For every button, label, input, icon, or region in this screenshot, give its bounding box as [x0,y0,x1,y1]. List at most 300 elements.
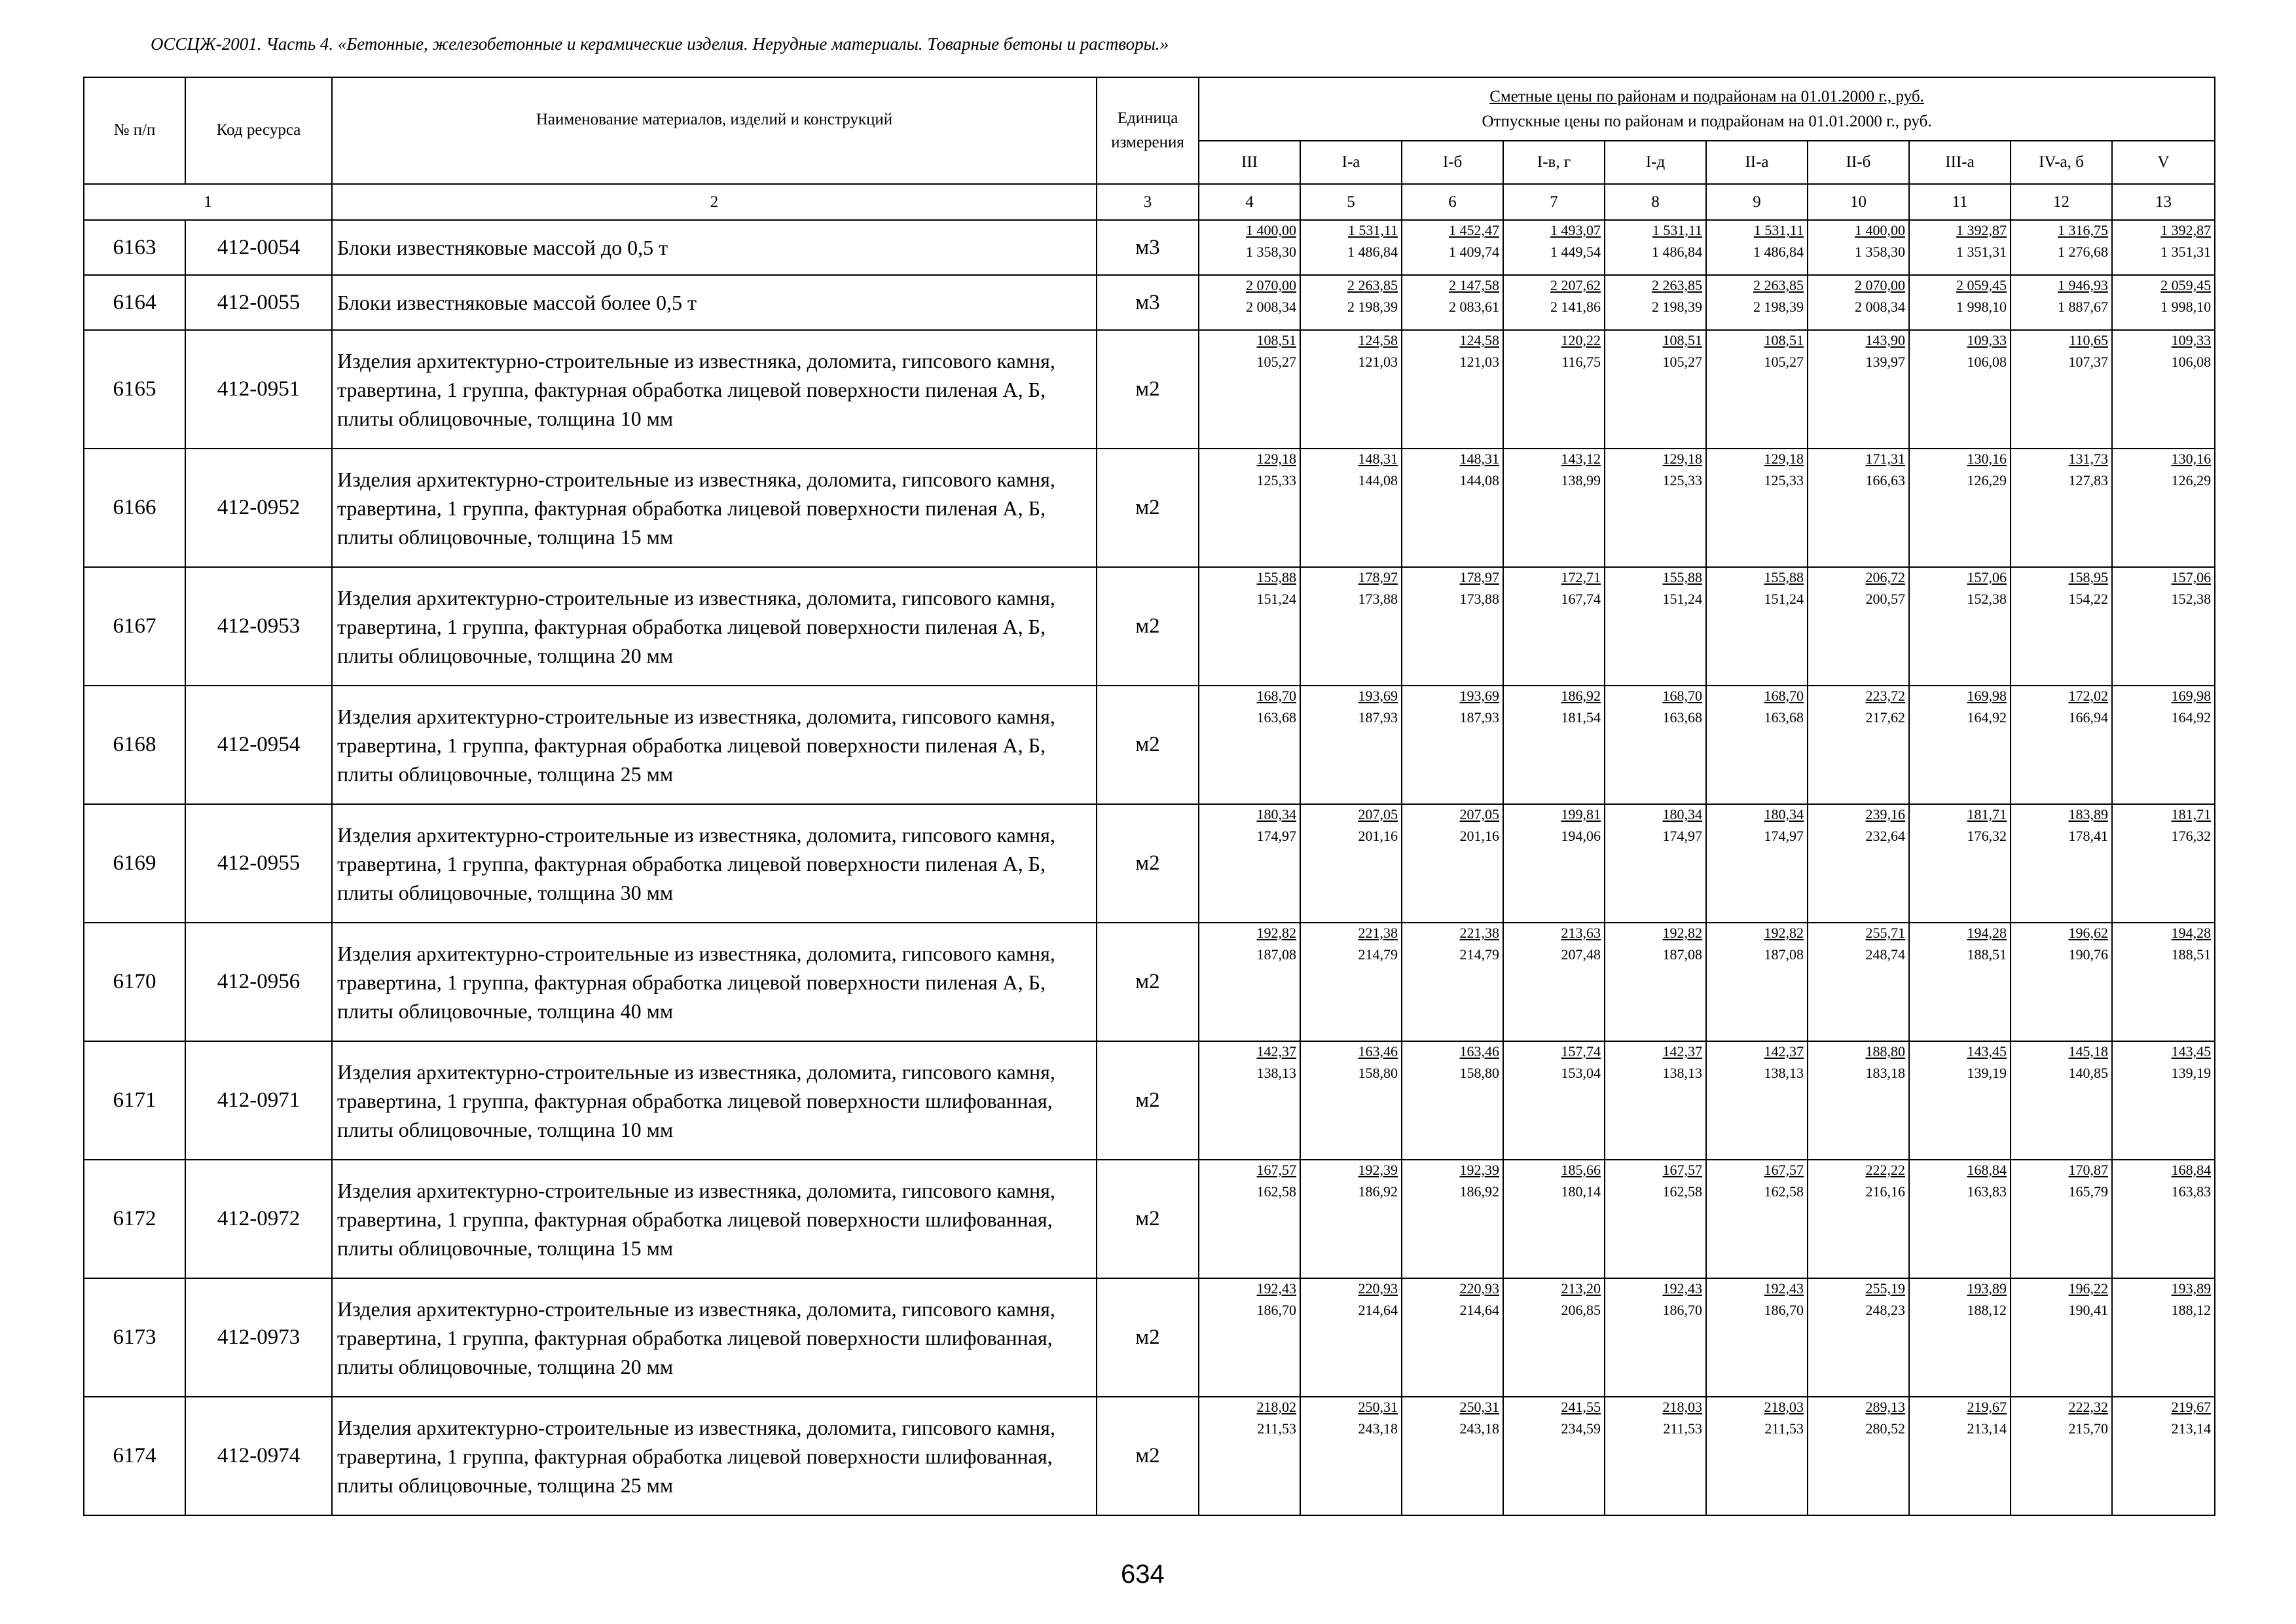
release-price: 2 198,39 [1753,299,1804,315]
release-price: 187,08 [1764,946,1804,963]
column-number: 6 [1402,184,1503,220]
release-price: 152,38 [2171,591,2212,607]
price-cell [1300,330,1402,449]
estimate-price: 167,57 [1662,1162,1702,1178]
release-price: 166,63 [1865,472,1905,489]
estimate-price: 2 059,45 [1956,277,2007,293]
resource-code: 412-0974 [185,1397,332,1515]
table-row [84,567,2215,686]
estimate-price: 167,57 [1764,1162,1804,1178]
estimate-price: 196,62 [2068,925,2108,941]
row-number: 6169 [84,804,185,923]
estimate-price: 168,84 [2171,1162,2212,1178]
price-cell [1706,1160,1808,1278]
release-price: 1 276,68 [2058,244,2108,260]
estimate-price: 172,02 [2068,688,2108,704]
price-cell [1808,804,1909,923]
estimate-price: 222,32 [2068,1399,2108,1415]
release-price: 217,62 [1865,709,1905,726]
release-price: 1 409,74 [1449,244,1499,260]
estimate-price: 108,51 [1662,332,1702,348]
release-price: 176,32 [1967,828,2007,844]
price-cell [1605,1160,1706,1278]
release-price: 213,14 [1967,1420,2007,1437]
release-price: 163,68 [1764,709,1804,726]
price-cell [1706,567,1808,686]
price-cell [2112,330,2215,449]
table-row [84,449,2215,567]
column-number: 12 [2011,184,2112,220]
unit-of-measure: м2 [1097,1397,1199,1515]
material-name: Изделия архитектурно-строительные из известняка, доломита, гипсового камня, травертина, 1 группа, фактурная обработка лицевой поверхности пиленая А, Б, плиты облицовочные, толщина 25 мм [332,686,1097,804]
price-cell [1909,1397,2011,1515]
price-cell [2011,1278,2112,1397]
price-cell [2112,449,2215,567]
price-cell [1808,1397,1909,1515]
estimate-price: 1 531,11 [1753,222,1804,238]
estimate-price: 192,82 [1662,925,1702,941]
estimate-price: 181,71 [2171,806,2212,822]
unit-of-measure: м3 [1097,220,1199,275]
column-number: 1 [84,184,332,220]
table-row [84,923,2215,1041]
price-cell [1706,330,1808,449]
price-cell [1706,275,1808,330]
price-cell [1300,1041,1402,1160]
material-name: Изделия архитектурно-строительные из известняка, доломита, гипсового камня, травертина, 1 группа, фактурная обработка лицевой поверхности пиленая А, Б, плиты облицовочные, толщина 10 мм [332,330,1097,449]
release-price: 248,23 [1865,1302,1905,1318]
estimate-price: 207,05 [1459,806,1499,822]
estimate-price: 169,98 [2171,688,2212,704]
estimate-price: 219,67 [2171,1399,2212,1415]
price-cell [1605,1397,1706,1515]
price-cell [1402,804,1503,923]
release-price: 1 486,84 [1652,244,1702,260]
release-price: 125,33 [1256,472,1296,489]
release-price: 187,08 [1662,946,1702,963]
resource-code: 412-0055 [185,275,332,330]
price-cell [2011,1160,2112,1278]
header-unit: Единица измерения [1097,77,1199,184]
estimate-price: 1 392,87 [2160,222,2212,238]
region-header: II-б [1808,141,1909,184]
release-price: 188,12 [1967,1302,2007,1318]
release-price: 1 351,31 [1956,244,2007,260]
release-price: 207,48 [1561,946,1601,963]
table-row [84,330,2215,449]
release-price: 163,68 [1662,709,1702,726]
estimate-price: 148,31 [1459,451,1499,467]
release-price: 105,27 [1764,354,1804,370]
unit-of-measure: м2 [1097,804,1199,923]
estimate-price: 178,97 [1358,569,1398,585]
material-name: Изделия архитектурно-строительные из известняка, доломита, гипсового камня, травертина, 1 группа, фактурная обработка лицевой поверхности пиленая А, Б, плиты облицовочные, толщина 15 мм [332,449,1097,567]
release-price: 187,93 [1358,709,1398,726]
price-cell [2112,686,2215,804]
estimate-price: 220,93 [1358,1280,1398,1297]
release-price: 2 083,61 [1449,299,1499,315]
release-price: 174,97 [1662,828,1702,844]
price-cell [2112,220,2215,275]
price-cell [1402,1041,1503,1160]
estimate-price: 2 059,45 [2160,277,2212,293]
price-cell [1909,330,2011,449]
release-price: 214,64 [1459,1302,1499,1318]
estimate-price: 143,45 [1967,1043,2007,1060]
unit-of-measure: м2 [1097,1160,1199,1278]
estimate-price: 168,70 [1662,688,1702,704]
estimate-price: 178,97 [1459,569,1499,585]
release-price: 154,22 [2068,591,2108,607]
unit-of-measure: м2 [1097,686,1199,804]
price-cell [1503,1041,1605,1160]
release-price: 105,27 [1662,354,1702,370]
price-cell [1909,923,2011,1041]
price-cell [1909,220,2011,275]
estimate-price: 180,34 [1256,806,1296,822]
header-name: Наименование материалов, изделий и конструкций [332,77,1097,184]
price-cell [2011,220,2112,275]
unit-of-measure: м2 [1097,567,1199,686]
price-cell [1808,330,1909,449]
price-cell [1300,275,1402,330]
estimate-price: 124,58 [1358,332,1398,348]
price-cell [2112,275,2215,330]
estimate-price: 213,20 [1561,1280,1601,1297]
estimate-price: 142,37 [1764,1043,1804,1060]
release-price: 211,53 [1764,1420,1804,1437]
estimate-price: 148,31 [1358,451,1398,467]
release-price: 201,16 [1459,828,1499,844]
price-cell [1199,686,1300,804]
estimate-price: 120,22 [1561,332,1601,348]
region-header: II-а [1706,141,1808,184]
estimate-price: 142,37 [1662,1043,1702,1060]
release-price: 280,52 [1865,1420,1905,1437]
price-cell [1199,1160,1300,1278]
header-prices-estimate: Сметные цены по районам и подрайонам на 01.01.2000 г., руб. [1489,88,1924,105]
price-cell [1199,923,1300,1041]
price-cell [1909,804,2011,923]
price-cell [2112,1160,2215,1278]
release-price: 107,37 [2068,354,2108,370]
estimate-price: 181,71 [1967,806,2007,822]
price-cell [1706,923,1808,1041]
release-price: 121,03 [1459,354,1499,370]
price-cell [1605,275,1706,330]
release-price: 151,24 [1256,591,1296,607]
estimate-price: 289,13 [1865,1399,1905,1415]
price-cell [1300,220,1402,275]
price-cell [1503,567,1605,686]
column-number: 2 [332,184,1097,220]
estimate-price: 255,19 [1865,1280,1905,1297]
price-cell [1605,330,1706,449]
price-cell [1300,1397,1402,1515]
estimate-price: 157,06 [2171,569,2212,585]
release-price: 214,64 [1358,1302,1398,1318]
price-cell [1503,804,1605,923]
release-price: 2 198,39 [1347,299,1398,315]
header-prices-release: Отпускные цены по районам и подрайонам на 01.01.2000 г., руб. [1482,112,1932,130]
estimate-price: 109,33 [2171,332,2212,348]
estimate-price: 169,98 [1967,688,2007,704]
estimate-price: 192,43 [1256,1280,1296,1297]
release-price: 232,64 [1865,828,1905,844]
estimate-price: 218,02 [1256,1399,1296,1415]
release-price: 215,70 [2068,1420,2108,1437]
estimate-price: 142,37 [1256,1043,1296,1060]
release-price: 106,08 [1967,354,2007,370]
price-cell [1402,923,1503,1041]
price-cell [1503,1278,1605,1397]
price-cell [1605,567,1706,686]
price-cell [2112,1397,2215,1515]
release-price: 186,70 [1256,1302,1296,1318]
price-cell [1402,449,1503,567]
release-price: 2 008,34 [1855,299,1905,315]
release-price: 173,88 [1358,591,1398,607]
price-cell [1706,449,1808,567]
estimate-price: 2 207,62 [1550,277,1601,293]
release-price: 174,97 [1764,828,1804,844]
release-price: 106,08 [2171,354,2212,370]
price-cell [1300,1278,1402,1397]
estimate-price: 2 147,58 [1449,277,1499,293]
release-price: 2 198,39 [1652,299,1702,315]
price-cell [1808,449,1909,567]
estimate-price: 172,71 [1561,569,1601,585]
price-cell [1706,220,1808,275]
release-price: 125,33 [1764,472,1804,489]
price-cell [1808,1041,1909,1160]
header-num: № п/п [84,77,185,184]
release-price: 165,79 [2068,1183,2108,1200]
release-price: 206,85 [1561,1302,1601,1318]
resource-code: 412-0954 [185,686,332,804]
estimate-price: 219,67 [1967,1399,2007,1415]
estimate-price: 218,03 [1764,1399,1804,1415]
unit-of-measure: м2 [1097,330,1199,449]
release-price: 186,92 [1358,1183,1398,1200]
material-name: Изделия архитектурно-строительные из известняка, доломита, гипсового камня, травертина, 1 группа, фактурная обработка лицевой поверхности шлифованная, плиты облицовочные, толщина 10 мм [332,1041,1097,1160]
row-number: 6164 [84,275,185,330]
price-cell [1199,567,1300,686]
release-price: 162,58 [1764,1183,1804,1200]
row-number: 6166 [84,449,185,567]
resource-code: 412-0971 [185,1041,332,1160]
estimate-price: 180,34 [1764,806,1804,822]
estimate-price: 223,72 [1865,688,1905,704]
price-cell [1909,567,2011,686]
estimate-price: 239,16 [1865,806,1905,822]
release-price: 188,51 [1967,946,2007,963]
region-header: IV-а, б [2011,141,2112,184]
column-number: 10 [1808,184,1909,220]
price-cell [2112,1278,2215,1397]
table-row [84,275,2215,330]
estimate-price: 192,39 [1358,1162,1398,1178]
estimate-price: 170,87 [2068,1162,2108,1178]
price-cell [1503,330,1605,449]
release-price: 178,41 [2068,828,2108,844]
release-price: 183,18 [1865,1065,1905,1081]
price-cell [1605,923,1706,1041]
price-cell [1503,275,1605,330]
release-price: 201,16 [1358,828,1398,844]
column-number: 3 [1097,184,1199,220]
material-name: Блоки известняковые массой до 0,5 т [332,220,1097,275]
estimate-price: 1 493,07 [1550,222,1601,238]
estimate-price: 108,51 [1256,332,1296,348]
estimate-price: 220,93 [1459,1280,1499,1297]
table-row [84,1041,2215,1160]
release-price: 138,13 [1256,1065,1296,1081]
price-cell [1706,1041,1808,1160]
release-price: 140,85 [2068,1065,2108,1081]
estimate-price: 192,82 [1256,925,1296,941]
estimate-price: 168,84 [1967,1162,2007,1178]
page-header: ОССЦЖ-2001. Часть 4. «Бетонные, железобетонные и керамические изделия. Нерудные материалы. Товарные бетоны и растворы.» [151,34,1169,54]
material-name: Изделия архитектурно-строительные из известняка, доломита, гипсового камня, травертина, 1 группа, фактурная обработка лицевой поверхности шлифованная, плиты облицовочные, толщина 20 мм [332,1278,1097,1397]
estimate-price: 185,66 [1561,1162,1601,1178]
release-price: 211,53 [1257,1420,1296,1437]
release-price: 166,94 [2068,709,2108,726]
price-cell [1706,1397,1808,1515]
estimate-price: 192,43 [1764,1280,1804,1297]
estimate-price: 193,69 [1459,688,1499,704]
price-cell [1199,1041,1300,1160]
price-cell [1300,567,1402,686]
price-cell [2112,1041,2215,1160]
estimate-price: 145,18 [2068,1043,2108,1060]
price-cell [1706,1278,1808,1397]
estimate-price: 207,05 [1358,806,1398,822]
price-cell [1199,220,1300,275]
row-number: 6168 [84,686,185,804]
release-price: 1 358,30 [1855,244,1905,260]
release-price: 2 008,34 [1246,299,1296,315]
estimate-price: 192,82 [1764,925,1804,941]
release-price: 151,24 [1764,591,1804,607]
price-cell [1300,923,1402,1041]
estimate-price: 131,73 [2068,451,2108,467]
price-cell [1300,686,1402,804]
estimate-price: 110,65 [2069,332,2108,348]
column-number: 7 [1503,184,1605,220]
price-cell [1808,567,1909,686]
release-price: 2 141,86 [1550,299,1601,315]
region-header: I-а [1300,141,1402,184]
estimate-price: 1 392,87 [1956,222,2007,238]
estimate-price: 1 400,00 [1855,222,1905,238]
row-number: 6171 [84,1041,185,1160]
price-cell [1909,1160,2011,1278]
price-cell [1909,1278,2011,1397]
material-name: Изделия архитектурно-строительные из известняка, доломита, гипсового камня, травертина, 1 группа, фактурная обработка лицевой поверхности пиленая А, Б, плиты облицовочные, толщина 20 мм [332,567,1097,686]
price-cell [1503,1397,1605,1515]
release-price: 116,75 [1561,354,1601,370]
release-price: 190,41 [2068,1302,2108,1318]
release-price: 194,06 [1561,828,1601,844]
release-price: 125,33 [1662,472,1702,489]
region-header: I-д [1605,141,1706,184]
release-price: 216,16 [1865,1183,1905,1200]
release-price: 1 486,84 [1347,244,1398,260]
release-price: 163,83 [1967,1183,2007,1200]
release-price: 158,80 [1358,1065,1398,1081]
price-cell [1503,1160,1605,1278]
price-cell [1706,804,1808,923]
price-cell [1605,1041,1706,1160]
release-price: 1 887,67 [2058,299,2108,315]
price-cell [1909,686,2011,804]
price-cell [2011,686,2112,804]
price-cell [2011,567,2112,686]
estimate-price: 157,74 [1561,1043,1601,1060]
estimate-price: 183,89 [2068,806,2108,822]
region-header: I-б [1402,141,1503,184]
release-price: 234,59 [1561,1420,1601,1437]
release-price: 139,19 [2171,1065,2212,1081]
release-price: 138,99 [1561,472,1601,489]
material-name: Изделия архитектурно-строительные из известняка, доломита, гипсового камня, травертина, 1 группа, фактурная обработка лицевой поверхности шлифованная, плиты облицовочные, толщина 15 мм [332,1160,1097,1278]
price-cell [1503,923,1605,1041]
column-number: 11 [1909,184,2011,220]
row-number: 6174 [84,1397,185,1515]
release-price: 162,58 [1662,1183,1702,1200]
release-price: 190,76 [2068,946,2108,963]
release-price: 1 998,10 [2160,299,2212,315]
estimate-price: 168,70 [1256,688,1296,704]
release-price: 211,53 [1663,1420,1702,1437]
price-cell [1503,220,1605,275]
release-price: 187,08 [1256,946,1296,963]
price-cell [1503,686,1605,804]
estimate-price: 192,43 [1662,1280,1702,1297]
estimate-price: 171,31 [1865,451,1905,467]
material-name: Блоки известняковые массой более 0,5 т [332,275,1097,330]
unit-of-measure: м2 [1097,923,1199,1041]
material-name: Изделия архитектурно-строительные из известняка, доломита, гипсового камня, травертина, 1 группа, фактурная обработка лицевой поверхности пиленая А, Б, плиты облицовочные, толщина 40 мм [332,923,1097,1041]
estimate-price: 124,58 [1459,332,1499,348]
release-price: 200,57 [1865,591,1905,607]
release-price: 127,83 [2068,472,2108,489]
price-cell [1199,449,1300,567]
row-number: 6172 [84,1160,185,1278]
estimate-price: 250,31 [1358,1399,1398,1415]
release-price: 1 998,10 [1956,299,2007,315]
price-cell [1199,804,1300,923]
region-header: I-в, г [1503,141,1605,184]
price-cell [1808,686,1909,804]
estimate-price: 1 400,00 [1246,222,1296,238]
price-cell [1300,449,1402,567]
release-price: 173,88 [1459,591,1499,607]
release-price: 1 351,31 [2160,244,2212,260]
release-price: 186,70 [1662,1302,1702,1318]
estimate-price: 241,55 [1561,1399,1601,1415]
price-cell [1909,1041,2011,1160]
price-cell [1605,220,1706,275]
region-header: V [2112,141,2215,184]
release-price: 162,58 [1256,1183,1296,1200]
estimate-price: 221,38 [1459,925,1499,941]
estimate-price: 167,57 [1256,1162,1296,1178]
release-price: 1 449,54 [1550,244,1601,260]
release-price: 181,54 [1561,709,1601,726]
estimate-price: 1 316,75 [2058,222,2108,238]
